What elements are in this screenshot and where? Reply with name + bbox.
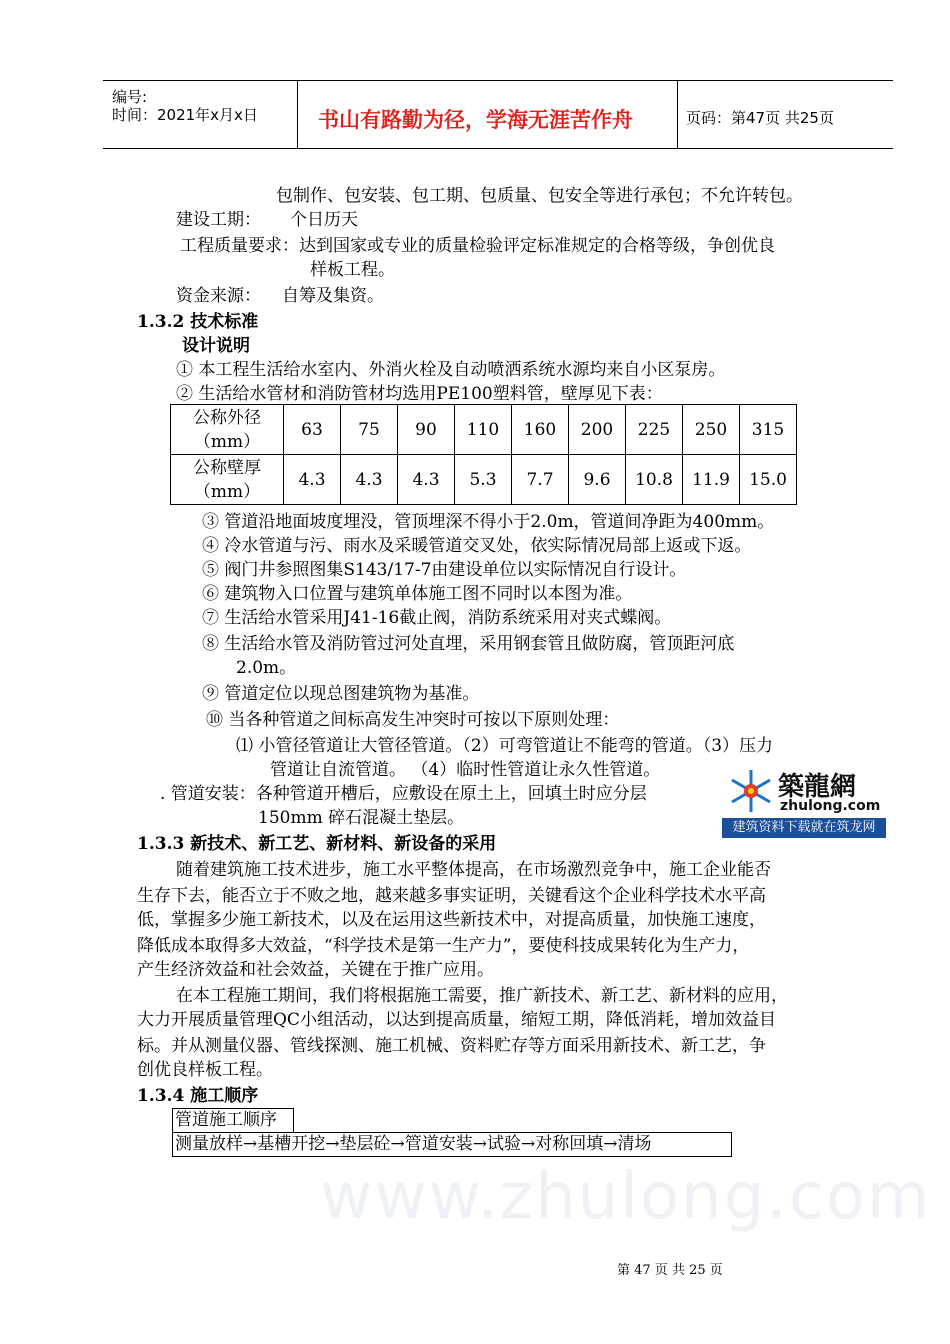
doc-number-label: 编号:: [112, 88, 148, 106]
funding-source-label: 资金来源：: [176, 286, 261, 306]
table-cell: 160: [512, 405, 569, 455]
table-row-diameter: [171, 405, 797, 455]
diameter-header-cell: [171, 405, 284, 455]
table-cell: 90: [398, 405, 455, 455]
table-cell: 200: [569, 405, 626, 455]
table-cell: 5.3: [455, 455, 512, 505]
paragraph-2-line: 在本工程施工期间，我们将根据施工需要，推广新技术、新工艺、新材料的应用，: [176, 986, 788, 1006]
thickness-header-label: 公称壁厚: [193, 457, 261, 478]
table-cell: 225: [626, 405, 683, 455]
thickness-header-unit: （mm）: [193, 481, 261, 502]
note-10-principles: ⑴ 小管径管道让大管径管道。（2）可弯管道让不能弯的管道。（3）压力: [236, 736, 774, 756]
note-7: ⑦ 生活给水管采用J41-16截止阀，消防系统采用对夹式蝶阀。: [202, 608, 672, 628]
note-5: ⑤ 阀门井参照图集S143/17-7由建设单位以实际情况自行设计。: [202, 560, 687, 580]
footer-page-number: 第 47 页 共 25 页: [617, 1263, 723, 1278]
header-page-info: 页码：第47页 共25页: [686, 109, 834, 127]
table-cell: 4.3: [398, 455, 455, 505]
sequence-title-box: 管道施工顺序: [172, 1108, 294, 1133]
paragraph-1-line: 生存下去，能否立于不败之地，越来越多事实证明，关键看这个企业科学技术水平高: [137, 886, 766, 906]
construction-period-label: 建设工期：: [176, 210, 261, 230]
table-cell: 75: [341, 405, 398, 455]
table-cell: 4.3: [284, 455, 341, 505]
table-cell: 4.3: [341, 455, 398, 505]
note-9: ⑨ 管道定位以现总图建筑物为基准。: [202, 684, 480, 704]
note-8-cont: 2.0m。: [236, 658, 297, 678]
table-row-thickness: [171, 455, 797, 505]
paragraph-2-line: 创优良样板工程。: [137, 1060, 273, 1080]
header-top-rule: [103, 80, 893, 81]
paragraph-2-line: 大力开展质量管理QC小组活动，以达到提高质量，缩短工期，降低消耗，增加效益目: [137, 1010, 776, 1030]
paragraph-1-line: 随着建筑施工技术进步，施工水平整体提高，在市场激烈竞争中，施工企业能否: [176, 860, 771, 880]
header-divider-left: [297, 80, 298, 148]
table-cell: 250: [683, 405, 740, 455]
table-cell: 110: [455, 405, 512, 455]
note-4: ④ 冷水管道与污、雨水及采暖管道交叉处，依实际情况局部上返或下返。: [202, 536, 752, 556]
paragraph-1-line: 产生经济效益和社会效益，关键在于推广应用。: [137, 960, 494, 980]
note-3: ③ 管道沿地面坡度埋没，管顶埋深不得小于2.0m，管道间净距为400mm。: [202, 512, 775, 532]
pipe-installation: . 管道安装：各种管道开槽后，应敷设在原土上，回填土时应分层: [160, 784, 647, 804]
thickness-header-cell: [171, 455, 284, 505]
table-cell: 11.9: [683, 455, 740, 505]
table-cell: 63: [284, 405, 341, 455]
pipe-installation-cont: 150mm 碎石混凝土垫层。: [258, 808, 465, 828]
table-cell: 315: [740, 405, 797, 455]
diameter-header-label: 公称外径: [193, 407, 261, 428]
header-bottom-rule: [103, 148, 893, 149]
body-line-contract: 包制作、包安装、包工期、包质量、包安全等进行承包；不允许转包。: [276, 186, 803, 206]
pipe-spec-table: [170, 404, 797, 505]
diameter-header-unit: （mm）: [193, 431, 261, 452]
logo-en: zhulong.com: [780, 798, 881, 814]
quality-requirement-cont: 样板工程。: [310, 260, 395, 280]
zhulong-logo: [722, 764, 888, 838]
paragraph-2-line: 标。并从测量仪器、管线探测、施工机械、资料贮存等方面采用新技术、新工艺，争: [137, 1036, 766, 1056]
funding-source-value: 自筹及集资。: [282, 286, 384, 306]
note-8: ⑧ 生活给水管及消防管过河处直埋，采用钢套管且做防腐，管顶距河底: [202, 634, 735, 654]
section-heading-1-3-2: 1.3.2 技术标准: [137, 312, 259, 332]
note-2: ② 生活给水管材和消防管材均选用PE100塑料管，壁厚见下表：: [176, 384, 663, 404]
section-heading-1-3-3: 1.3.3 新技术、新工艺、新材料、新设备的采用: [137, 834, 497, 854]
doc-time-label: 时间：2021年x月x日: [112, 106, 258, 124]
design-notes-title: 设计说明: [182, 336, 250, 356]
paragraph-1-line: 低，掌握多少施工新技术，以及在运用这些新技术中，对提高质量，加快施工速度，: [137, 910, 766, 930]
table-cell: 10.8: [626, 455, 683, 505]
note-1: ① 本工程生活给水室内、外消火栓及自动喷洒系统水源均来自小区泵房。: [176, 360, 726, 380]
logo-cn: 築龍網: [778, 772, 857, 802]
table-cell: 15.0: [740, 455, 797, 505]
section-heading-1-3-4: 1.3.4 施工顺序: [137, 1086, 259, 1106]
table-cell: 9.6: [569, 455, 626, 505]
table-cell: 7.7: [512, 455, 569, 505]
snowflake-icon: [726, 766, 776, 816]
quality-requirement: 工程质量要求：达到国家或专业的质量检验评定标准规定的合格等级，争创优良: [180, 236, 775, 256]
note-6: ⑥ 建筑物入口位置与建筑单体施工图不同时以本图为准。: [202, 584, 633, 604]
header-motto: 书山有路勤为径，学海无涯苦作舟: [318, 108, 633, 132]
logo-slogan: 建筑资料下载就在筑龙网: [722, 818, 886, 838]
construction-period-value: 个日历天: [290, 210, 358, 230]
note-10-principles-cont: 管道让自流管道。 （4）临时性管道让永久性管道。: [270, 760, 661, 780]
note-10: ⑩ 当各种管道之间标高发生冲突时可按以下原则处理：: [206, 710, 620, 730]
header-divider-right: [677, 80, 678, 148]
paragraph-1-line: 降低成本取得多大效益，“科学技术是第一生产力”，要使科技成果转化为生产力，: [137, 936, 750, 956]
sequence-flow-box: 测量放样→基槽开挖→垫层砼→管道安装→试验→对称回填→清场: [172, 1132, 732, 1157]
watermark: www.zhulong.com: [320, 1160, 932, 1234]
